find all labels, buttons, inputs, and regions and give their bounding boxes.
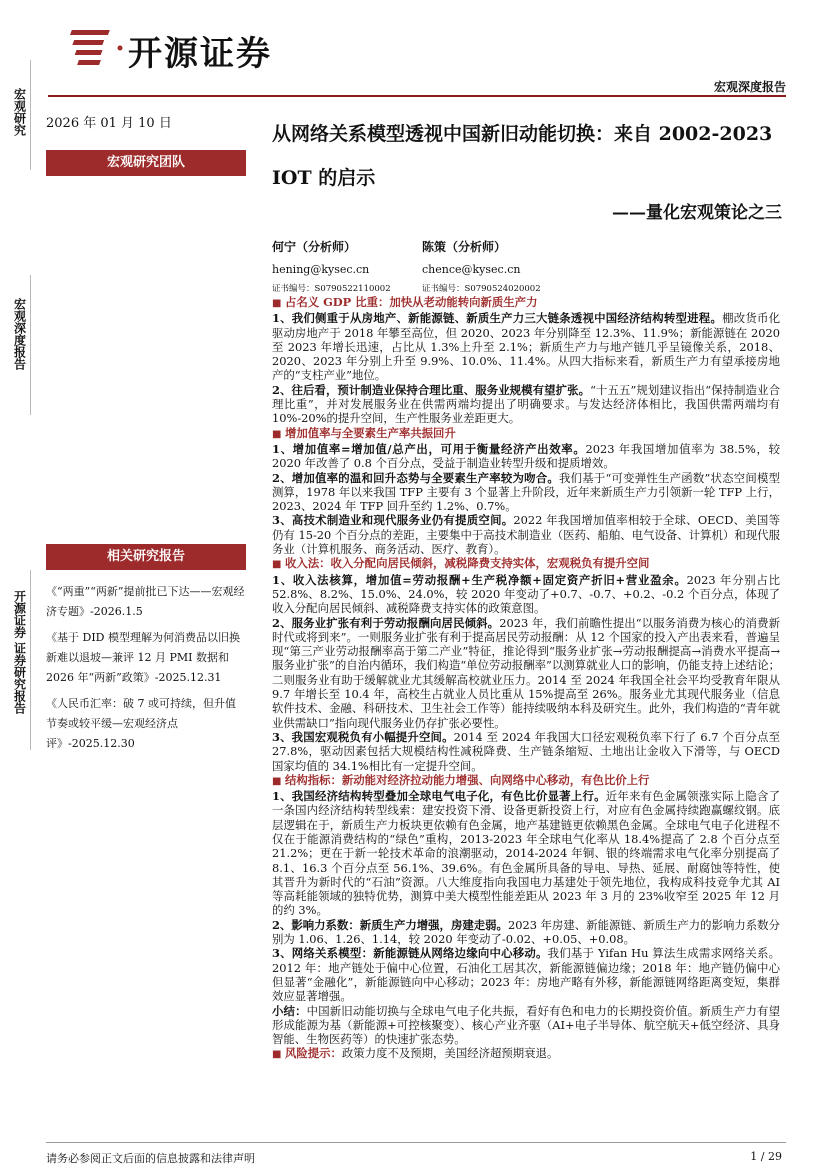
author-cert: 证书编号：S0790524020002: [422, 284, 541, 294]
paragraph: 2、影响力系数：新质生产力增强，房建走弱。2023 年房建、新能源链、新质生产力的影响力系数分别为 1.06、1.26、1.14，较 2020 年变动了-0.02、+0.05、+0.08。: [272, 917, 780, 947]
brand-name: 开源证券: [128, 34, 272, 74]
paragraph: 2、服务业扩张有利于劳动报酬向居民倾斜。2023 年，我们前瞻性提出“以服务消费为核心的消费新时代或将到来”。一则服务业扩张有利于提高居民劳动报酬：从 12 个国家的投入产出表来看，普遍呈现“第三产业劳动报酬率高于第二产业”特征，推论得到“服务业扩张→劳动报酬提高→消费水平提高→服务业扩张”的自治内循环，我们构造“单位劳动报酬率”以测算就业人口的影响，仍能支持上述结论；二则服务业有助于缓解就业尤其缓解高校就业压力。2014 至 2024 年我国全社会平均受教育年限从 9.7 年增长至 10.4 年，高校生占就业人员比重从 15%提高至 26%。服务业尤其现代服务业（信息软件技术、金融、科研技术、卫生社会工作等）能持续吸纳本科及研究生。此外，我们构造的“青年就业供需缺口”指向现代服务业仍存扩张必要性。: [272, 615, 780, 730]
side-separator: [30, 60, 31, 170]
paragraph: 3、网络关系模型：新能源链从网络边缘向中心移动。我们基于 Yifan Hu 算法生成需求网络关系。2012 年：地产链处于偏中心位置，石油化工居其次，新能源链偏边缘；2018 年：地产链仍偏中心但显著“金融化”，新能源链向中心移动；2023 年：房地产略有外移，新能源链网络距离变短，集群效应显著增强。: [272, 946, 780, 1004]
paragraph: 1、我们侧重于从房地产、新能源链、新质生产力三大链条透视中国经济结构转型进程。棚改货币化驱动房地产于 2018 年攀至高位，但 2020、2023 年分别降至 12.3%、11.9%；新能源链在 2020 至 2023 年增长迅速，占比从 1.3%上升至 2.1%；新质生产力与地产链几乎呈镜像关系，2018、2020、2023 年分别上升至 9.9%、10.0%、11.4%。从四大指标来看，新质生产力有望承接房地产的“支柱产业”地位。: [272, 311, 780, 383]
side-label-report: 宏观深度报告: [12, 298, 27, 370]
paragraph: 1、增加值率=增加值/总产出，可用于衡量经济产出效率。2023 年我国增加值率为 38.5%，较 2020 年改善了 0.8 个百分点，受益于制造业转型升级和提质增效。: [272, 441, 780, 471]
report-title: 从网络关系模型透视中国新旧动能切换：来自 2002-2023 IOT 的启示: [272, 123, 773, 189]
header-rule: [48, 95, 786, 97]
author-email[interactable]: hening@kysec.cn: [272, 263, 370, 276]
author-card: [422, 238, 642, 294]
section-heading: ■ 收入法：收入分配向居民倾斜，减税降费支持实体，宏观税负有提升空间: [272, 556, 780, 572]
report-date: 2026 年 01 月 10 日: [46, 116, 172, 131]
section-heading: ■ 占名义 GDP 比重：加快从老动能转向新质生产力: [272, 295, 780, 311]
paragraph: 1、收入法核算，增加值=劳动报酬+生产税净额+固定资产折旧+营业盈余。2023 年分别占比 52.8%、8.2%、15.0%、24.0%，较 2020 年变动了+0.7、-0.7、+0.2、-0.2 个百分点，体现了收入分配向居民倾斜、减税降费支持实体的政策意图。: [272, 572, 780, 616]
risk-paragraph: ■ 风险提示：政策力度不及预期，美国经济超预期衰退。: [272, 1046, 780, 1062]
related-list: [46, 582, 246, 754]
related-item[interactable]: 《基于 DID 模型理解为何消费品以旧换新难以退坡—兼评 12 月 PMI 数据和 2026 年“两新”政策》-2025.12.31: [46, 631, 240, 684]
team-heading: 宏观研究团队: [46, 150, 246, 176]
paragraph: 2、增加值率的温和回升态势与全要素生产率较为吻合。我们基于“可变弹性生产函数”状态空间模型测算，1978 年以来我国 TFP 主要有 3 个显著上升阶段，近年来新质生产力引领新一轮 TFP 上行，2023、2024 年 TFP 回升至约 1.2%、0.7%。: [272, 470, 780, 514]
footer-rule: [46, 1142, 786, 1143]
related-heading: 相关研究报告: [46, 544, 246, 570]
related-item[interactable]: 《“两重”“两新”提前批已下达——宏观经济专题》-2026.1.5: [46, 585, 245, 618]
section-heading: ■ 结构指标：新动能对经济拉动能力增强、向网络中心移动，有色比价上行: [272, 773, 780, 789]
report-type: 宏观深度报告: [713, 80, 786, 94]
author-name: 何宁（分析师）: [272, 240, 357, 254]
paragraph: 2、往后看，预计制造业保持合理比重、服务业规模有望扩张。“十五五”规划建议指出“保持制造业合理比重”，并对发展服务业在供需两端均提出了明确要求。与发达经济体相比，我国供需两端均有 10%-20%的提升空间，生产性服务业差距更大。: [272, 382, 780, 426]
paragraph: 1、我国经济结构转型叠加全球电气电子化，有色比价显著上行。近年来有色金属领涨实际上隐含了一条国内经济结构转型线索：建安投资下滑、设备更新投资上行，对应有色金属持续跑赢螺纹钢。底层逻辑在于，新质生产力板块更依赖有色金属，地产基建链更依赖黑色金属。全球电气电子化进程不仅在于能源消费结构的“绿色”重构，2013-2023 年全球电气化率从 18.4%提高了 2.8 个百分点至 21.2%；更在于新一轮技术革命的浪潮驱动，2014-2024 年铜、银的终端需求电气化率分别提高了 8.1、16.3 个百分点至 56.1%、39.6%。有色金属所具备的导电、导热、延展、耐腐蚀等特性，使其晋升为新时代的“石油”资源。八大维度指向我国电力基建处于领先地位，我构成科技竞争尤其 AI 等高耗能领域的独特优势，测算中美大模型性能差距从 2023 年 3 月的 23%收窄至 2025 年 12 月的约 3%。: [272, 789, 780, 918]
author-cert: 证书编号：S0790522110002: [272, 284, 391, 294]
page-number: 1 / 29: [750, 1150, 782, 1163]
report-subtitle: ——量化宏观策论之三: [612, 203, 782, 223]
paragraph: 小结：中国新旧动能切换与全球电气电子化共振，看好有色和电力的长期投资价值。新质生产力有望形成能源为基（新能源+可控核聚变）、核心产业齐驱（AI+电子半导体、航空航天+低空经济、具身智能、生物医药等）的快速扩张态势。: [272, 1003, 780, 1047]
side-separator: [30, 570, 31, 750]
summary-body: [272, 295, 780, 1063]
footer-disclaimer[interactable]: 请务必参阅正文后面的信息披露和法律声明: [46, 1152, 255, 1165]
author-name: 陈策（分析师）: [422, 240, 507, 254]
paragraph: 3、我国宏观税负有小幅提升空间。2014 至 2024 年我国大口径宏观税负率下行了 6.7 个百分点至 27.8%，驱动因素包括大规模结构性减税降费、生产链条缩短、土地出让金收入下滑等，与 OECD 国家均值的 34.1%相比有一定提升空间。: [272, 729, 780, 773]
side-label-firm: 开源证券 证券研究报告: [12, 590, 27, 715]
side-label-macro: 宏观研究: [12, 88, 27, 136]
section-heading: ■ 增加值率与全要素生产率共振回升: [272, 426, 780, 442]
side-separator: [30, 275, 31, 415]
paragraph: 3、高技术制造业和现代服务业仍有提质空间。2022 年我国增加值率相较于全球、OECD、美国等仍有 15-20 个百分点的差距，主要集中于高技术制造业（医药、船舶、电气设备、计算机）和现代服务业（计算机服务、商务活动、医疗、教育）。: [272, 513, 780, 557]
related-item[interactable]: 《人民币汇率：破 7 或可持续，但升值节奏或较平缓—宏观经济点评》-2025.12.30: [46, 697, 236, 750]
author-email[interactable]: chence@kysec.cn: [422, 263, 521, 276]
